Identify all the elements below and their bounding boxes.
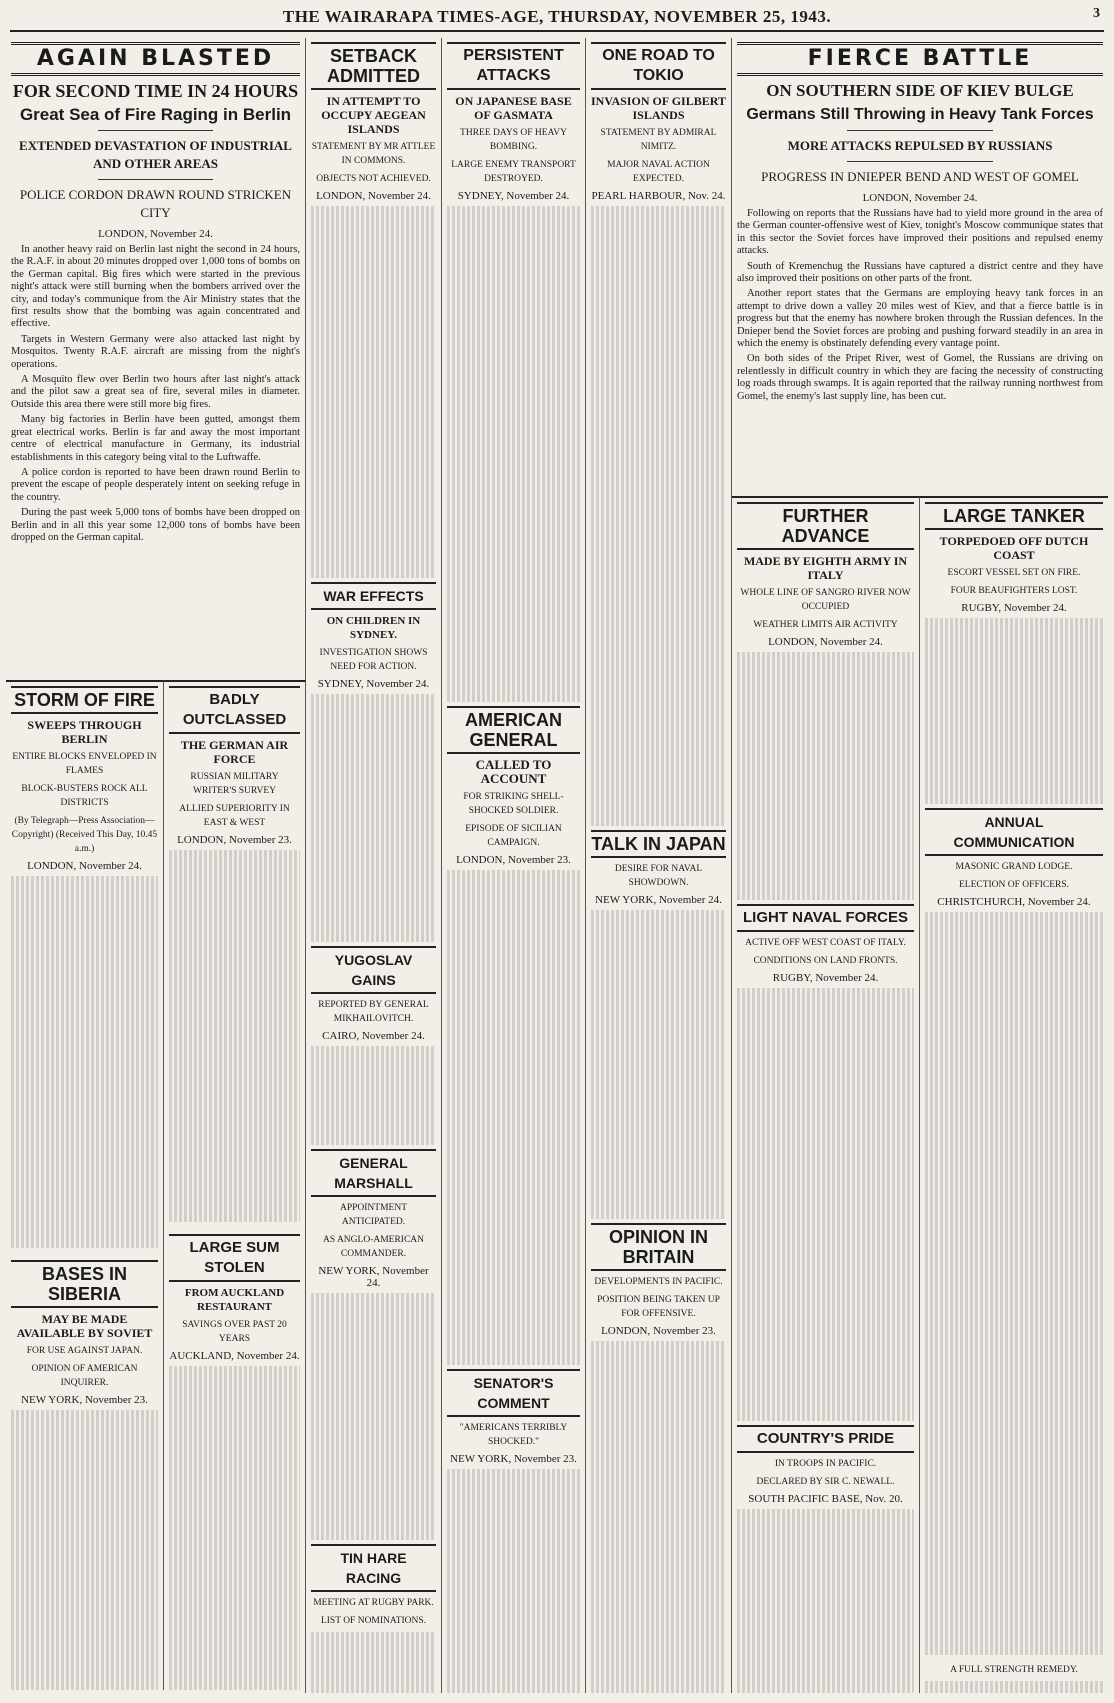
siberia-deck: OPINION OF AMERICAN INQUIRER. bbox=[31, 1363, 138, 1388]
tanker-deck: FOUR BEAUFIGHTERS LOST. bbox=[950, 586, 1078, 596]
war-body bbox=[311, 694, 436, 942]
senator-body bbox=[447, 1469, 580, 1693]
tanker-head: LARGE TANKER bbox=[925, 502, 1103, 530]
sum-deck: SAVINGS OVER PAST 20 YEARS bbox=[182, 1319, 287, 1344]
lead-subhead: Great Sea of Fire Raging in Berlin bbox=[19, 105, 292, 124]
war-headline: ON CHILDREN IN SYDNEY. bbox=[326, 614, 421, 641]
general-deck: EPISODE OF SICILIAN CAMPAIGN. bbox=[465, 823, 562, 848]
general-head: AMERICAN GENERAL bbox=[447, 706, 580, 754]
tokio-deck: STATEMENT BY ADMIRAL NIMITZ. bbox=[600, 128, 717, 152]
advance-head: FURTHER ADVANCE bbox=[737, 502, 914, 550]
lead-paragraph: A Mosquito flew over Berlin two hours after last night's attack and the pilot saw a great sea of fire, several miles in diameter. Outside this area there were still more big fires. bbox=[11, 374, 300, 410]
page-number: 3 bbox=[1093, 6, 1100, 21]
gasmata-deck: THREE DAYS OF HEAVY BOMBING. bbox=[460, 128, 567, 152]
storm-body bbox=[11, 876, 158, 1248]
kiev-paragraph: On both sides of the Pripet River, west of Gomel, the Russians are driving on relentlessly in difficult country in which they are facing the necessity of constructing log roads through swamps. It is again reported that the railway running northwest from Gomel, the enemy's last supply line, has been cut. bbox=[737, 353, 1103, 402]
lead-paragraph: In another heavy raid on Berlin last night the second in 24 hours, the R.A.F. in about 20 minutes dropped over 1,000 tons of bombs on the German capital. Big fires which were started in the previous night's attack were still burning when the bombers arrived over the city, and today's communique from the Air Ministry states that the first results show that the bombing was again concentrated and effective. bbox=[11, 244, 300, 330]
column-advance bbox=[732, 496, 920, 1693]
masonic-dateline: CHRISTCHURCH, November 24. bbox=[937, 895, 1091, 908]
column-tanker bbox=[920, 496, 1108, 1693]
lead-banner: AGAIN BLASTED bbox=[11, 42, 300, 76]
naval-head: LIGHT NAVAL FORCES bbox=[737, 904, 914, 932]
advance-deck: WHOLE LINE OF SANGRO RIVER NOW OCCUPIED bbox=[740, 588, 911, 612]
pride-body bbox=[737, 1509, 914, 1693]
kiev-paragraph: Another report states that the Germans are employing heavy tank forces in an attempt to drive down a valley 20 miles west of Kiev, and that a fierce battle is in progress but that the enemy has nowhere broken through the Russian defences. In the Dnieper bend the Soviet forces are probing and pushing forward steadily in an area in which the enemy is obstinately defending every vantage point. bbox=[737, 288, 1103, 350]
kiev-dateline: LONDON, November 24. bbox=[862, 192, 978, 204]
gasmata-dateline: SYDNEY, November 24. bbox=[457, 190, 570, 202]
talk-head: TALK IN JAPAN bbox=[591, 830, 726, 858]
kiev-subhead: Germans Still Throwing in Heavy Tank Forces bbox=[746, 106, 1094, 123]
setback-head: SETBACK ADMITTED bbox=[311, 42, 436, 90]
lead-paragraph: Many big factories in Berlin have been gutted, amongst them great electrical works. Berlin is far and away the most important centre of electrical manufacture in Germany, its industrial establishments in this category being vital to the Luftwaffe. bbox=[11, 414, 300, 463]
marshall-deck: APPOINTMENT ANTICIPATED. bbox=[339, 1202, 408, 1227]
lead-headline: FOR SECOND TIME IN 24 HOURS bbox=[12, 81, 299, 101]
opinion-body bbox=[591, 1341, 726, 1693]
general-headline: CALLED TO ACCOUNT bbox=[475, 756, 552, 786]
kiev-deck: PROGRESS IN DNIEPER BEND AND WEST OF GOMEL bbox=[761, 169, 1079, 184]
advance-body bbox=[737, 652, 914, 900]
marshall-deck: AS ANGLO-AMERICAN COMMANDER. bbox=[322, 1234, 425, 1259]
setback-dateline: LONDON, November 24. bbox=[316, 190, 431, 202]
setback-body bbox=[311, 206, 436, 578]
sum-body bbox=[169, 1366, 300, 1690]
kiev-article bbox=[732, 38, 1108, 493]
senator-dateline: NEW YORK, November 23. bbox=[450, 1453, 577, 1466]
lead-paragraph: A police cordon is reported to have been drawn round Berlin to prevent the escape of people desperately intent on seeking refuge in the country. bbox=[11, 466, 300, 503]
lead-paragraph: During the past week 5,000 tons of bombs have been dropped on Berlin and in all this year some 12,000 tons of bombs have been dropped on the German capital. bbox=[11, 507, 300, 543]
kiev-headline: ON SOUTHERN SIDE OF KIEV BULGE bbox=[766, 81, 1074, 100]
siberia-headline: MAY BE MADE AVAILABLE BY SOVIET bbox=[16, 1311, 153, 1340]
yugo-dateline: CAIRO, November 24. bbox=[322, 1029, 425, 1042]
storm-deck: ENTIRE BLOCKS ENVELOPED IN FLAMES bbox=[12, 752, 157, 776]
siberia-deck: FOR USE AGAINST JAPAN. bbox=[26, 1345, 143, 1356]
sum-head: LARGE SUM STOLEN bbox=[169, 1234, 300, 1282]
opinion-head: OPINION IN BRITAIN bbox=[591, 1223, 726, 1271]
siberia-head: BASES IN SIBERIA bbox=[11, 1260, 158, 1308]
tanker-headline: TORPEDOED OFF DUTCH COAST bbox=[939, 534, 1089, 562]
lead-dateline: LONDON, November 24. bbox=[98, 228, 213, 240]
naval-deck: CONDITIONS ON LAND FRONTS. bbox=[753, 955, 898, 966]
opinion-deck: POSITION BEING TAKEN UP FOR OFFENSIVE. bbox=[597, 1295, 720, 1320]
remedy-ad-body bbox=[925, 1681, 1103, 1693]
opinion-deck: DEVELOPMENTS IN PACIFIC. bbox=[594, 1277, 723, 1288]
tanker-dateline: RUGBY, November 24. bbox=[961, 602, 1067, 614]
general-deck: FOR STRIKING SHELL-SHOCKED SOLDIER. bbox=[463, 791, 564, 816]
racing-deck: MEETING AT RUGBY PARK. bbox=[313, 1598, 434, 1609]
tokio-headline: INVASION OF GILBERT ISLANDS bbox=[591, 94, 726, 122]
tokio-head: ONE ROAD TO TOKIO bbox=[591, 42, 726, 90]
siberia-body bbox=[11, 1410, 158, 1690]
naval-body bbox=[737, 988, 914, 1422]
lead-paragraph: Targets in Western Germany were also attacked last night by Mosquitos. Twenty R.A.F. aircraft are missing from the night's operations. bbox=[11, 333, 300, 370]
gasmata-body bbox=[447, 206, 580, 702]
talk-dateline: NEW YORK, November 24. bbox=[595, 893, 722, 906]
masonic-body bbox=[925, 912, 1103, 1655]
masthead: THE WAIRARAPA TIMES-AGE, THURSDAY, NOVEMBER 25, 1943. bbox=[10, 4, 1104, 32]
war-deck: INVESTIGATION SHOWS NEED FOR ACTION. bbox=[319, 647, 428, 672]
setback-headline: IN ATTEMPT TO OCCUPY AEGEAN ISLANDS bbox=[321, 94, 426, 136]
gasmata-deck: LARGE ENEMY TRANSPORT DESTROYED. bbox=[451, 160, 576, 184]
senator-deck: "AMERICANS TERRIBLY SHOCKED." bbox=[459, 1423, 568, 1448]
outclassed-dateline: LONDON, November 23. bbox=[177, 834, 292, 846]
storm-head: STORM OF FIRE bbox=[11, 686, 158, 714]
senator-head: SENATOR'S COMMENT bbox=[447, 1369, 580, 1417]
lead-deck-1: EXTENDED DEVASTATION OF INDUSTRIAL AND OTHER AREAS bbox=[19, 138, 292, 171]
naval-deck: ACTIVE OFF WEST COAST OF ITALY. bbox=[745, 937, 906, 948]
masonic-deck: ELECTION OF OFFICERS. bbox=[958, 879, 1070, 890]
talk-body bbox=[591, 910, 726, 1220]
marshall-dateline: NEW YORK, November 24. bbox=[318, 1264, 429, 1289]
remedy-ad-head: A FULL STRENGTH REMEDY. bbox=[950, 1665, 1078, 1676]
racing-head: TIN HARE RACING bbox=[311, 1544, 436, 1592]
advance-dateline: LONDON, November 24. bbox=[768, 636, 883, 648]
naval-dateline: RUGBY, November 24. bbox=[772, 971, 879, 984]
yugo-head: YUGOSLAV GAINS bbox=[311, 946, 436, 994]
masonic-deck: MASONIC GRAND LODGE. bbox=[955, 861, 1073, 872]
badly-outclassed-article bbox=[164, 680, 306, 1690]
masonic-head: ANNUAL COMMUNICATION bbox=[925, 808, 1103, 856]
sum-dateline: AUCKLAND, November 24. bbox=[169, 1349, 300, 1362]
war-head: WAR EFFECTS bbox=[311, 582, 436, 610]
tokio-body bbox=[591, 206, 726, 826]
tanker-body bbox=[925, 618, 1103, 804]
outclassed-headline: THE GERMAN AIR FORCE bbox=[180, 738, 289, 766]
outclassed-deck: RUSSIAN MILITARY WRITER'S SURVEY bbox=[190, 772, 279, 796]
storm-deck: BLOCK-BUSTERS ROCK ALL DISTRICTS bbox=[21, 784, 148, 808]
kiev-deck: MORE ATTACKS REPULSED BY RUSSIANS bbox=[787, 138, 1053, 153]
lead-deck-2: POLICE CORDON DRAWN ROUND STRICKEN CITY bbox=[19, 187, 292, 220]
column-tokio bbox=[586, 38, 732, 1693]
opinion-dateline: LONDON, November 23. bbox=[601, 1325, 716, 1338]
talk-deck: DESIRE FOR NAVAL SHOWDOWN. bbox=[614, 863, 703, 888]
setback-deck: STATEMENT BY MR ATTLEE IN COMMONS. bbox=[311, 142, 436, 166]
tokio-deck: MAJOR NAVAL ACTION EXPECTED. bbox=[607, 160, 710, 184]
storm-of-fire-article bbox=[6, 680, 164, 1690]
storm-headline: SWEEPS THROUGH BERLIN bbox=[27, 718, 142, 746]
sum-headline: FROM AUCKLAND RESTAURANT bbox=[184, 1286, 285, 1313]
racing-deck: LIST OF NOMINATIONS. bbox=[320, 1616, 427, 1627]
gasmata-head: PERSISTENT ATTACKS bbox=[447, 42, 580, 90]
tokio-dateline: PEARL HARBOUR, Nov. 24. bbox=[591, 190, 726, 202]
kiev-paragraph: Following on reports that the Russians have had to yield more ground in the area of the German counter-offensive west of Kiev, tonight's Moscow communique states that in this sector the Soviet forces have improved their positions and repulsed enemy attacks. bbox=[737, 208, 1103, 257]
column-gasmata bbox=[442, 38, 586, 1693]
outclassed-head: BADLY OUTCLASSED bbox=[169, 686, 300, 734]
marshall-body bbox=[311, 1293, 436, 1541]
advance-deck: WEATHER LIMITS AIR ACTIVITY bbox=[753, 620, 898, 630]
general-dateline: LONDON, November 23. bbox=[456, 853, 571, 866]
storm-dateline: LONDON, November 24. bbox=[27, 860, 142, 872]
outclassed-body bbox=[169, 850, 300, 1222]
pride-deck: IN TROOPS IN PACIFIC. bbox=[774, 1459, 877, 1470]
marshall-head: GENERAL MARSHALL bbox=[311, 1149, 436, 1197]
advance-headline: MADE BY EIGHTH ARMY IN ITALY bbox=[743, 554, 908, 582]
kiev-banner: FIERCE BATTLE bbox=[737, 42, 1103, 76]
column-setback bbox=[306, 38, 442, 1693]
outclassed-deck: ALLIED SUPERIORITY IN EAST & WEST bbox=[179, 804, 290, 828]
setback-deck: OBJECTS NOT ACHIEVED. bbox=[316, 174, 431, 184]
pride-dateline: SOUTH PACIFIC BASE, Nov. 20. bbox=[748, 1493, 903, 1506]
general-body bbox=[447, 870, 580, 1366]
storm-credit: (By Telegraph—Press Association—Copyright) (Received This Day, 10.45 a.m.) bbox=[11, 816, 158, 854]
kiev-paragraph: South of Kremenchug the Russians have captured a district centre and they have also improved their positions on other parts of the front. bbox=[737, 260, 1103, 285]
siberia-dateline: NEW YORK, November 23. bbox=[21, 1393, 148, 1406]
war-dateline: SYDNEY, November 24. bbox=[317, 677, 430, 690]
racing-body bbox=[311, 1632, 436, 1693]
yugo-body bbox=[311, 1046, 436, 1145]
pride-head: COUNTRY'S PRIDE bbox=[737, 1425, 914, 1453]
pride-deck: DECLARED BY SIR C. NEWALL. bbox=[756, 1477, 895, 1488]
gasmata-headline: ON JAPANESE BASE OF GASMATA bbox=[455, 94, 572, 122]
tanker-deck: ESCORT VESSEL SET ON FIRE. bbox=[947, 568, 1081, 578]
yugo-deck: REPORTED BY GENERAL MIKHAILOVITCH. bbox=[318, 999, 429, 1024]
